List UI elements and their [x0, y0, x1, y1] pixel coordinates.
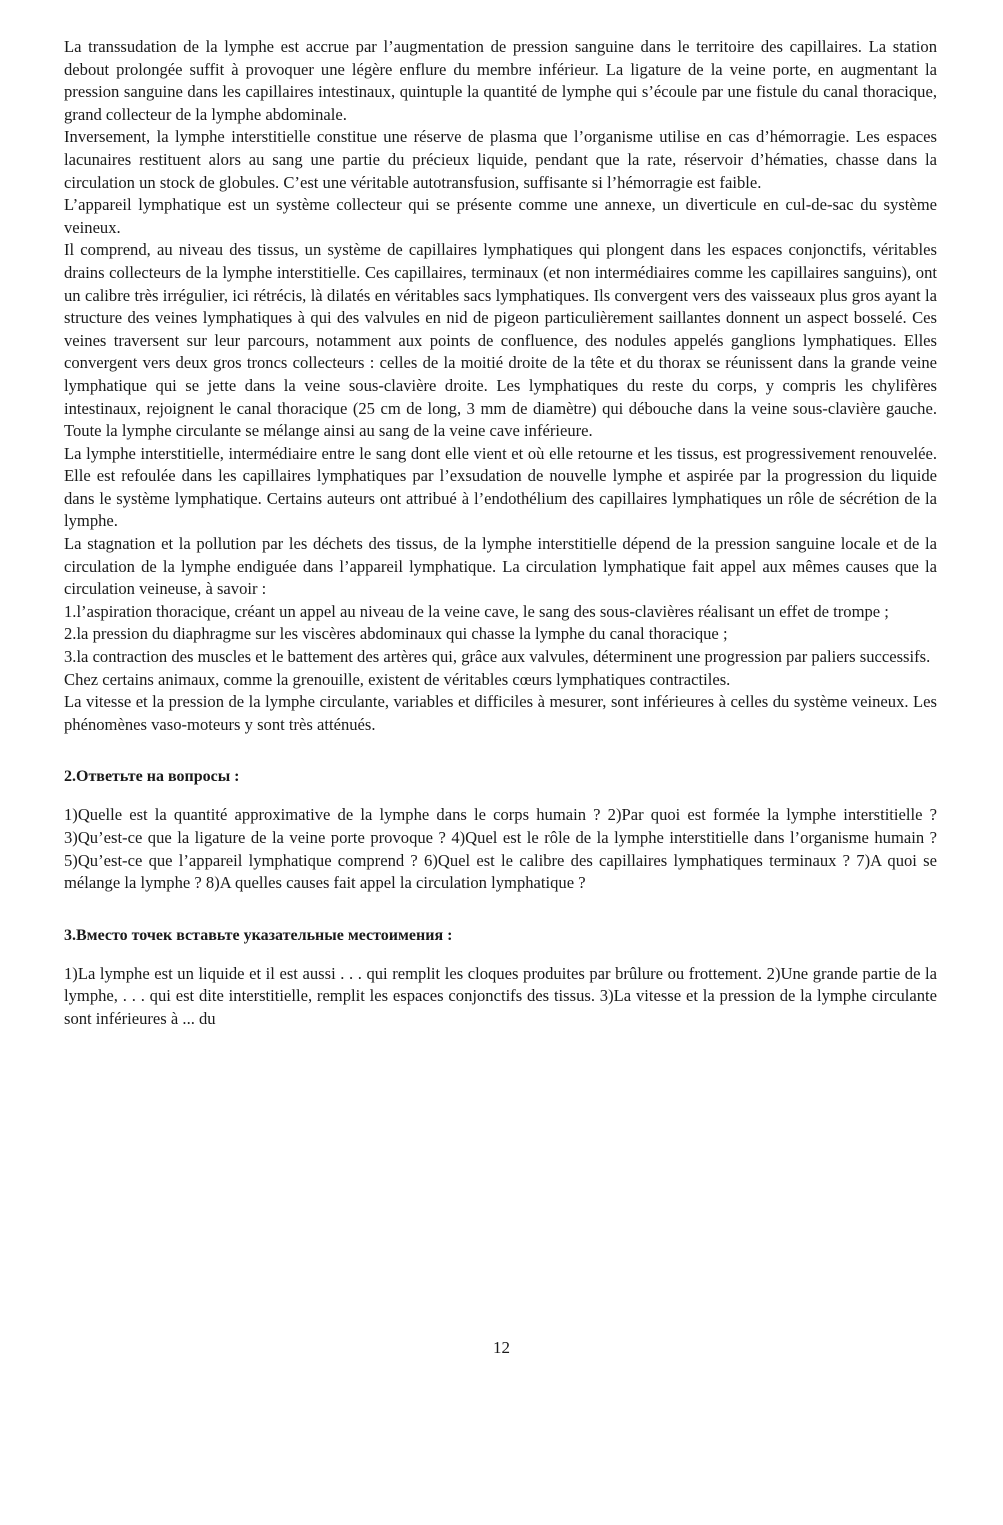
- paragraph: La transsudation de la lymphe est accrue par l’augmentation de pression sanguine dans le territoire des capillaires. La station debout prolongée suffit à provoquer une légère enflure du membre inférieur. La ligature de la veine porte, en augmentant la pression sanguine dans les capillaires intestinaux, quintuple la quantité de lymphe qui s’écoule par une fistule du canal thoracique, grand collecteur de la lymphe abdominale.: [64, 37, 937, 124]
- list-item: 3.la contraction des muscles et le battement des artères qui, grâce aux valvules, déterminent une progression par paliers successifs.: [64, 647, 931, 667]
- paragraph: La lymphe interstitielle, intermédiaire entre le sang dont elle vient et où elle retourne et les tissus, est progressivement renouvelée. Elle est refoulée dans les capillaires lymphatiques par l’exsudation de nouvelle lymphe et aspirée par la progression du liquide dans le système lymphatique. Certains auteurs ont attribué à l’endothélium des capillaires lymphatiques un rôle de sécrétion de la lymphe.: [64, 443, 937, 531]
- exercise-3-title: 3.Вместо точек вставьте указательные местоимения :: [64, 926, 453, 944]
- paragraph: La stagnation et la pollution par les déchets des tissus, de la lymphe interstitielle dépend de la pression sanguine locale et de la circulation de la lymphe endiguée dans l’appareil lymphatique. La circulation lymphatique fait appel aux mêmes causes que la circulation veineuse, à savoir :: [64, 534, 937, 599]
- body-text: [64, 36, 937, 736]
- paragraph: L’appareil lymphatique est un système collecteur qui se présente comme une annexe, un diverticule en cul-de-sac du système veineux.: [64, 195, 937, 237]
- paragraph: Chez certains animaux, comme la grenouille, existent de véritables cœurs lymphatiques contractiles.: [64, 669, 731, 689]
- list-item: 2.la pression du diaphragme sur les viscères abdominaux qui chasse la lymphe du canal thoracique ;: [64, 624, 728, 644]
- exercise-2-questions: 1)Quelle est la quantité approximative de la lymphe dans le corps humain ? 2)Par quoi est formée la lymphe interstitielle ? 3)Qu’est-ce que la ligature de la veine porte provoque ? 4)Quel est le rôle de la lymphe interstitielle dans l’organisme humain ? 5)Qu’est-ce que l’appareil lymphatique comprend ? 6)Quel est le calibre des capillaires lymphatiques terminaux ? 7)A quoi se mélange la lymphe ? 8)A quelles causes fait appel la circulation lymphatique ?: [64, 805, 937, 893]
- exercise-2-title: 2.Ответьте на вопросы :: [64, 768, 240, 786]
- paragraph: La vitesse et la pression de la lymphe circulante, variables et difficiles à mesurer, sont inférieures à celles du système veineux. Les phénomènes vaso-moteurs y sont très atténués.: [64, 692, 937, 734]
- exercise-3-text: 1)La lymphe est un liquide et il est aussi . . . qui remplit les cloques produites par brûlure ou frottement. 2)Une grande partie de la lymphe, . . . qui est dite interstitielle, remplit les espaces conjonctifs des tissus. 3)La vitesse et la pression de la lymphe circulante sont inférieures à ... du: [64, 963, 937, 1028]
- list-item: 1.l’aspiration thoracique, créant un appel au niveau de la veine cave, le sang des sous-clavières réalisant un effet de trompe ;: [64, 601, 889, 621]
- page-number: 12: [493, 1338, 510, 1357]
- paragraph: Inversement, la lymphe interstitielle constitue une réserve de plasma que l’organisme utilise en cas d’hémorragie. Les espaces lacunaires restituent alors au sang une partie du précieux liquide, pendant que la rate, réservoir d’hématies, chasse dans la circulation un stock de globules. C’est une véritable autotransfusion, suffisante si l’hémorragie est faible.: [64, 127, 937, 192]
- paragraph: Il comprend, au niveau des tissus, un système de capillaires lymphatiques qui plongent dans les espaces conjonctifs, véritables drains collecteurs de la lymphe interstitielle. Ces capillaires, terminaux (et non intermédiaires comme les capillaires sanguins), ont un calibre très irrégulier, ici rétrécis, là dilatés en véritables sacs lymphatiques. Ils convergent vers des vaisseaux plus gros ayant la structure des veines lymphatiques à qui des valvules en nid de pigeon particulièrement saillantes donnent un aspect bosselé. Ces veines traversent sur leur parcours, notamment aux points de confluence, des nodules appelés ganglions lymphatiques. Elles convergent vers deux gros troncs collecteurs : celles de la moitié droite de la tête et du thorax se réunissent dans la grande veine lymphatique qui se jette dans la veine sous-clavière droite. Les lymphatiques du reste du corps, y compris les chylifères intestinaux, rejoignent le canal thoracique (25 cm de long, 3 mm de diamètre) qui débouche dans la veine sous-clavière gauche. Toute la lymphe circulante se mélange ainsi au sang de la veine cave inférieure.: [64, 240, 937, 441]
